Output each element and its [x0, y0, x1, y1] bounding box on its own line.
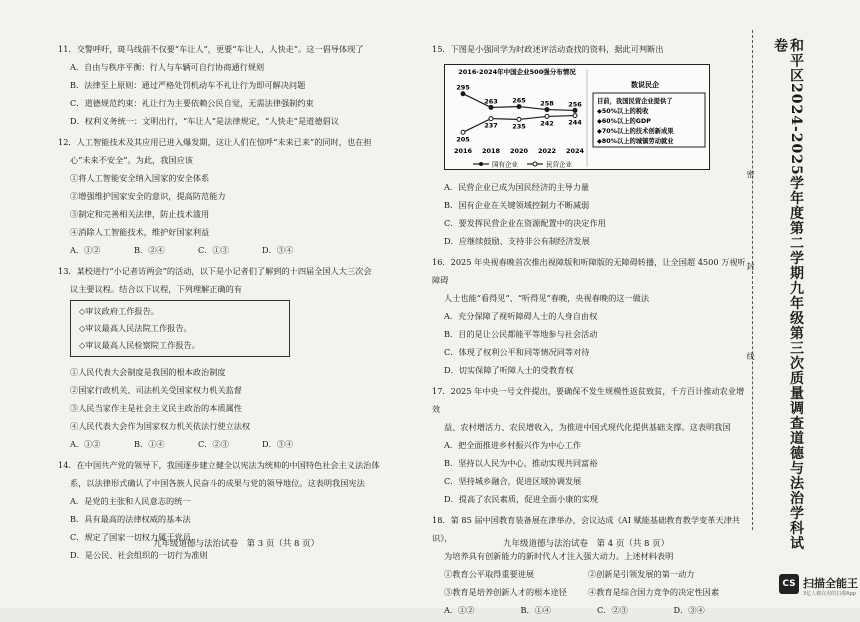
statement-2: ②国家行政机关、司法机关受国家权力机关监督 — [70, 385, 242, 395]
statement-3: ③人民当家作主是社会主义民主政治的本质属性 — [70, 403, 242, 413]
data-point — [517, 105, 521, 109]
watermark-tagline: 3亿人都在用的扫描App — [803, 591, 856, 597]
x-tick-label: 2020 — [509, 147, 529, 155]
option-c: C．要发挥民营企业在资源配置中的决定作用 — [444, 218, 606, 228]
agenda-item: ◇审议最高人民检察院工作报告。 — [79, 340, 200, 350]
statement-2: ②创新是引领发展的第一动力 — [588, 569, 695, 579]
agenda-item: ◇审议政府工作报告。 — [79, 306, 159, 316]
answer-choices — [58, 241, 400, 259]
question-stem: 16．2025 年央视春晚首次推出视障版和听障版的无障碍转播，让全国超 4500 万视听障碍 — [432, 257, 746, 285]
choice-c: C．②③ — [198, 439, 229, 449]
option-a: A．民营企业已成为国民经济的主导力量 — [444, 182, 590, 192]
statement-3: ③教育是培养创新人才的根本途径 — [444, 587, 567, 597]
data-point — [461, 130, 465, 134]
statement-4: ④教育是综合国力竞争的决定性因素 — [588, 587, 720, 597]
choice-a: A．①② — [70, 439, 101, 449]
option-d: D．切实保障了听障人士的受教育权 — [444, 365, 574, 375]
question-13 — [58, 262, 400, 453]
option-c: C．体现了权利公平和同等情况同等对待 — [444, 347, 590, 357]
statement-1: ①人民代表大会制度是我国的根本政治制度 — [70, 367, 226, 377]
question-stem: 17．2025 年中央一号文件提出，要确保不发生规模性返贫致贫，千方百计推动农业增效 — [432, 386, 745, 414]
statement-4: ④人民代表大会作为国家权力机关依法行使立法权 — [70, 421, 251, 431]
question-18 — [432, 511, 750, 619]
answer-choices — [58, 435, 400, 453]
page-footer-4: 九年级道德与法治试卷 第 4 页（共 8 页） — [503, 539, 670, 549]
choice-c: C．②③ — [597, 605, 628, 615]
panel-heading: 数说民企 — [631, 81, 659, 89]
choice-c: C．①③ — [198, 245, 229, 255]
data-label: 265 — [512, 96, 526, 105]
choice-a: A．①② — [70, 245, 101, 255]
panel-line: ◆80%以上的城镇劳动就业 — [597, 138, 674, 145]
statement-2: ②增强维护国家安全的意识，提高防范能力 — [70, 191, 226, 201]
question-stem-cont: 心“未来不安全”。为此，我国应该 — [70, 155, 193, 165]
option-d: D．应继续鼓励、支持非公有制经济发展 — [444, 236, 590, 246]
option-b: B．法律至上原则：通过严格处罚机动车不礼让行为即可解决问题 — [70, 80, 306, 90]
panel-line: ◆50%以上的税收 — [597, 108, 649, 115]
data-label: 263 — [484, 97, 498, 106]
data-label: 256 — [568, 100, 582, 109]
statement-3: ③制定和完善相关法律，防止技术滥用 — [70, 209, 210, 219]
left-page-column — [58, 40, 400, 567]
page-footer-3: 九年级道德与法治试卷 第 3 页（共 8 页） — [153, 539, 320, 549]
option-c: C．规定了国家一切权力属于党员 — [70, 532, 191, 542]
question-stem: 11．交警呼吁，斑马线前不仅要“车让人”，更要“车让人，人快走”。这一倡导体现了 — [58, 44, 364, 54]
legend-label-state: 国有企业 — [492, 160, 518, 169]
question-stem-cont: 为培养具有创新能力的新时代人才注入强大动力。上述材料表明 — [444, 551, 674, 561]
option-c: C．道德规范约束：礼让行为主要依赖公民自觉，无需法律强制约束 — [70, 98, 314, 108]
choice-d: D．③④ — [262, 439, 294, 449]
statement-1: ①将人工智能安全纳入国家的安全体系 — [70, 173, 210, 183]
x-tick-label: 2022 — [537, 147, 557, 155]
right-page-column — [432, 40, 750, 622]
agenda-box — [70, 300, 290, 357]
question-12 — [58, 133, 400, 259]
chart-title: 2016-2024年中国企业500强分布情况 — [458, 68, 576, 76]
binding-dashed-line — [752, 30, 753, 530]
data-point — [573, 108, 577, 112]
question-stem-cont: 益、农村增活力、农民增收入，为推进中国式现代化提供基础支撑。这表明我国 — [444, 422, 731, 432]
binding-mark-xian: 线 — [746, 352, 755, 360]
choice-d: D．③④ — [262, 245, 294, 255]
enterprise-chart-figure — [444, 64, 710, 170]
option-b: B．国有企业在关键领域控制力不断减弱 — [444, 200, 590, 210]
question-stem-cont: 系，以法律形式确认了中国各族人民奋斗的成果与党的领导地位。这表明我国宪法 — [70, 478, 365, 488]
question-stem: 13．某校进行“小记者访两会”的活动，以下是小记者们了解到的十四届全国人大三次会 — [58, 266, 372, 276]
question-11 — [58, 40, 400, 130]
option-b: B．坚持以人民为中心，推动实现共同富裕 — [444, 458, 598, 468]
binding-mark-mi: 密 — [746, 170, 755, 178]
statement-4: ④消除人工智能技术，维护好国家利益 — [70, 227, 210, 237]
choice-d: D．③④ — [673, 605, 705, 615]
watermark-app-name: 扫描全能王 — [803, 577, 858, 590]
option-b: B．目的是让公民都能平等地参与社会活动 — [444, 329, 598, 339]
question-stem: 14．在中国共产党的领导下，我国逐步建立健全以宪法为统帅的中国特色社会主义法治体 — [58, 460, 380, 470]
option-b: B．具有最高的法律权威的基本法 — [70, 514, 191, 524]
data-point — [489, 105, 493, 109]
question-17 — [432, 382, 750, 508]
agenda-item: ◇审议最高人民法院工作报告。 — [79, 323, 192, 333]
question-stem-cont: 人士也能“看得见”、“听得见”春晚，央视春晚的这一做法 — [444, 293, 650, 303]
data-label: 237 — [484, 121, 498, 130]
choice-a: A．①② — [444, 605, 475, 615]
x-tick-label: 2024 — [565, 147, 585, 155]
statement-row — [432, 583, 750, 601]
question-stem-cont: 议主要议程。结合以下议程，下列理解正确的有 — [70, 284, 242, 294]
option-d: D．提高了农民素质，促进全面小康的实现 — [444, 494, 598, 504]
data-label: 258 — [540, 99, 554, 108]
binding-mark-feng: 封 — [746, 262, 755, 270]
choice-b: B．①④ — [520, 605, 552, 615]
option-c: C．坚持城乡融合，促进区域协调发展 — [444, 476, 582, 486]
enterprise-line-chart — [445, 65, 711, 171]
choice-b: B．②④ — [134, 245, 165, 255]
option-d: D．权利义务统一：文明出行，“车让人”是法律规定，“人快走”是道德倡议 — [70, 116, 339, 126]
option-d: D．是公民、社会组织的一切行为准则 — [70, 550, 208, 560]
legend-marker-state — [479, 162, 483, 166]
answer-choices — [432, 601, 750, 619]
data-label: 295 — [456, 83, 470, 92]
data-label: 205 — [456, 135, 470, 144]
exam-title-vertical: 和平区2024-2025学年度第二学期九年级第三次质量调查道德与法治学科试卷 — [772, 38, 804, 551]
legend-label-private: 民营企业 — [546, 160, 572, 169]
statement-1: ①教育公平取得重要进展 — [444, 569, 535, 579]
option-a: A．是党的主张和人民意志的统一 — [70, 496, 191, 506]
data-point — [545, 108, 549, 112]
panel-line: ◆60%以上的GDP — [597, 118, 651, 125]
data-label: 242 — [540, 119, 554, 128]
data-point — [461, 92, 465, 96]
panel-line: 目前，我国民营企业提供了 — [597, 98, 673, 105]
option-a: A．充分保障了视听障碍人士的人身自由权 — [444, 311, 598, 321]
data-label: 244 — [568, 118, 582, 127]
choice-b: B．①④ — [134, 439, 165, 449]
legend-marker-private — [533, 162, 537, 166]
option-a: A．自由与秩序平衡：行人与车辆可自行协商通行规则 — [70, 62, 265, 72]
data-point — [573, 114, 577, 118]
option-a: A．把全面推进乡村振兴作为中心工作 — [444, 440, 581, 450]
data-point — [517, 117, 521, 121]
data-point — [489, 117, 493, 121]
question-16 — [432, 253, 750, 379]
panel-line: ◆70%以上的技术创新成果 — [597, 128, 674, 135]
statement-row — [432, 565, 750, 583]
question-stem: 12．人工智能技术及其应用已进入爆发期，这让人们在惊呼“未来已来”的同时，也在担 — [58, 137, 372, 147]
data-label: 235 — [512, 122, 526, 131]
question-stem: 15．下图是小强同学为时政述评活动查找的资料，据此可判断出 — [432, 44, 664, 54]
question-15 — [432, 40, 750, 250]
x-tick-label: 2016 — [453, 147, 473, 155]
data-point — [545, 114, 549, 118]
x-tick-label: 2018 — [481, 147, 501, 155]
question-stem: 18．第 85 届中国教育装备展在津举办，会议达成《AI 赋能基础教育教学变革天津共识》， — [432, 515, 740, 543]
camscanner-logo-icon: CS — [779, 574, 799, 594]
